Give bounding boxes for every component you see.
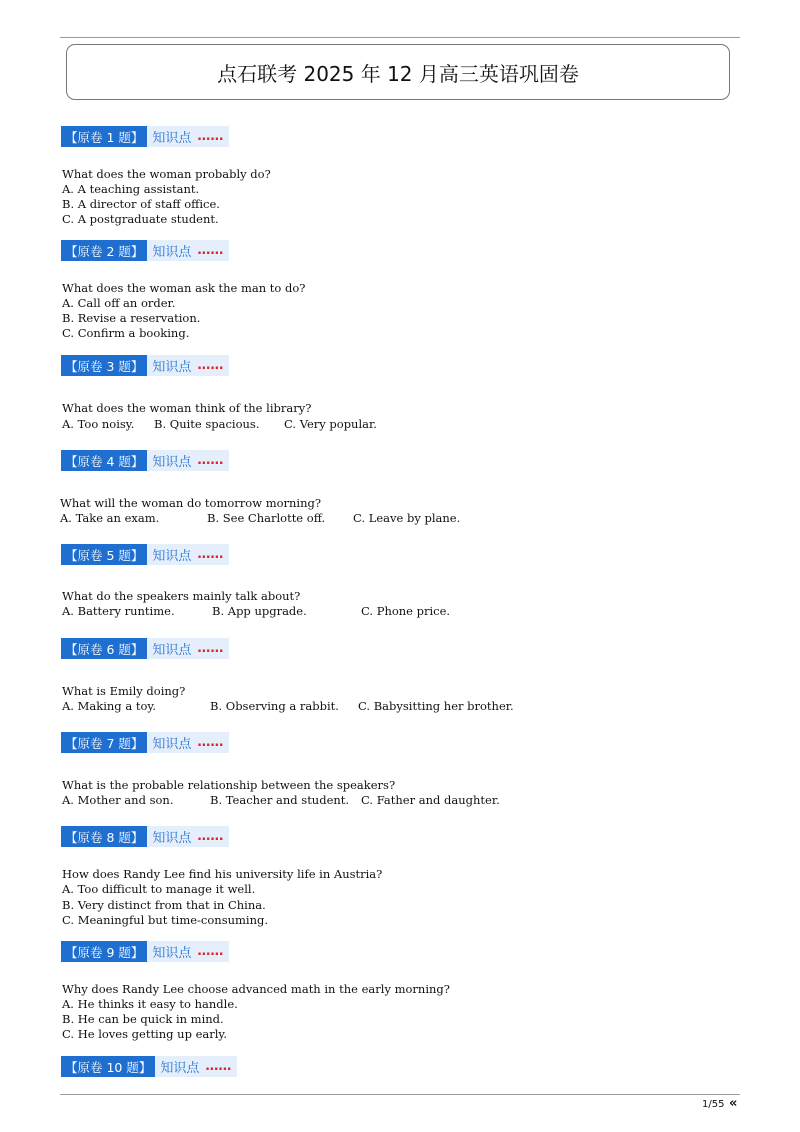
option-b: B. See Charlotte off. bbox=[207, 511, 326, 525]
question-6-header bbox=[61, 638, 229, 659]
question-tag: 【原卷 3 题】 bbox=[61, 355, 147, 376]
question-tag: 【原卷 2 题】 bbox=[61, 240, 147, 261]
option-b: B. Quite spacious. bbox=[154, 417, 260, 431]
knowledge-point-label: 知识点 bbox=[152, 737, 192, 752]
knowledge-point-link[interactable] bbox=[147, 450, 229, 471]
option-a: A. Mother and son. bbox=[62, 793, 174, 807]
option-c: C. He loves getting up early. bbox=[62, 1027, 228, 1041]
knowledge-point-ellipsis: …… bbox=[197, 944, 224, 959]
knowledge-point-link[interactable] bbox=[147, 126, 229, 147]
knowledge-point-link[interactable] bbox=[147, 826, 229, 847]
question-stem: Why does Randy Lee choose advanced math in the early morning? bbox=[62, 982, 450, 996]
question-3-header bbox=[61, 355, 229, 376]
question-stem: What does the woman probably do? bbox=[62, 167, 271, 181]
knowledge-point-ellipsis: …… bbox=[205, 1059, 232, 1074]
option-a: A. Battery runtime. bbox=[62, 604, 175, 618]
question-stem: What does the woman ask the man to do? bbox=[62, 281, 306, 295]
knowledge-point-link[interactable] bbox=[147, 240, 229, 261]
option-a: A. Take an exam. bbox=[60, 511, 160, 525]
bottom-divider bbox=[60, 1094, 740, 1095]
option-a: A. Too noisy. bbox=[62, 417, 135, 431]
option-b: B. Observing a rabbit. bbox=[210, 699, 339, 713]
option-b: B. Revise a reservation. bbox=[62, 311, 201, 325]
option-c: C. Babysitting her brother. bbox=[358, 699, 514, 713]
option-c: C. A postgraduate student. bbox=[62, 212, 219, 226]
title-box bbox=[66, 44, 730, 100]
question-4-header bbox=[61, 450, 229, 471]
question-tag: 【原卷 7 题】 bbox=[61, 732, 147, 753]
knowledge-point-ellipsis: …… bbox=[197, 547, 224, 562]
option-c: C. Father and daughter. bbox=[361, 793, 500, 807]
knowledge-point-label: 知识点 bbox=[160, 1061, 200, 1076]
option-c: C. Meaningful but time-consuming. bbox=[62, 913, 269, 927]
page-number: 1/55 bbox=[702, 1099, 725, 1110]
question-tag: 【原卷 4 题】 bbox=[61, 450, 147, 471]
question-tag: 【原卷 9 题】 bbox=[61, 941, 147, 962]
knowledge-point-ellipsis: …… bbox=[197, 829, 224, 844]
knowledge-point-ellipsis: …… bbox=[197, 735, 224, 750]
option-b: B. App upgrade. bbox=[212, 604, 307, 618]
knowledge-point-ellipsis: …… bbox=[197, 453, 224, 468]
question-1-header bbox=[61, 126, 229, 147]
knowledge-point-ellipsis: …… bbox=[197, 243, 224, 258]
question-stem: What is Emily doing? bbox=[62, 684, 186, 698]
option-b: B. He can be quick in mind. bbox=[62, 1012, 224, 1026]
knowledge-point-link[interactable] bbox=[155, 1056, 237, 1077]
knowledge-point-ellipsis: …… bbox=[197, 358, 224, 373]
option-b: B. Teacher and student. bbox=[210, 793, 350, 807]
question-5-header bbox=[61, 544, 229, 565]
option-c: C. Phone price. bbox=[361, 604, 451, 618]
option-c: C. Leave by plane. bbox=[353, 511, 461, 525]
knowledge-point-label: 知识点 bbox=[152, 549, 192, 564]
question-tag: 【原卷 10 题】 bbox=[61, 1056, 155, 1077]
double-chevron-left-icon[interactable]: « bbox=[729, 1096, 738, 1111]
knowledge-point-link[interactable] bbox=[147, 638, 229, 659]
option-a: A. A teaching assistant. bbox=[62, 182, 200, 196]
knowledge-point-link[interactable] bbox=[147, 941, 229, 962]
knowledge-point-ellipsis: …… bbox=[197, 129, 224, 144]
question-8-header bbox=[61, 826, 229, 847]
question-stem: What will the woman do tomorrow morning? bbox=[60, 496, 322, 510]
knowledge-point-label: 知识点 bbox=[152, 131, 192, 146]
knowledge-point-link[interactable] bbox=[147, 544, 229, 565]
question-tag: 【原卷 5 题】 bbox=[61, 544, 147, 565]
knowledge-point-ellipsis: …… bbox=[197, 641, 224, 656]
knowledge-point-link[interactable] bbox=[147, 732, 229, 753]
knowledge-point-label: 知识点 bbox=[152, 946, 192, 961]
option-a: A. Too difficult to manage it well. bbox=[62, 882, 256, 896]
question-7-header bbox=[61, 732, 229, 753]
option-a: A. Making a toy. bbox=[62, 699, 156, 713]
option-b: B. A director of staff office. bbox=[62, 197, 220, 211]
question-2-header bbox=[61, 240, 229, 261]
question-stem: What does the woman think of the library? bbox=[62, 401, 312, 415]
question-tag: 【原卷 8 题】 bbox=[61, 826, 147, 847]
option-a: A. Call off an order. bbox=[62, 296, 176, 310]
question-9-header bbox=[61, 941, 229, 962]
top-divider bbox=[60, 37, 740, 38]
knowledge-point-link[interactable] bbox=[147, 355, 229, 376]
knowledge-point-label: 知识点 bbox=[152, 360, 192, 375]
page-title: 点石联考 2025 年 12 月高三英语巩固卷 bbox=[217, 61, 579, 86]
knowledge-point-label: 知识点 bbox=[152, 643, 192, 658]
knowledge-point-label: 知识点 bbox=[152, 455, 192, 470]
question-stem: What do the speakers mainly talk about? bbox=[62, 589, 301, 603]
option-c: C. Confirm a booking. bbox=[62, 326, 190, 340]
option-b: B. Very distinct from that in China. bbox=[62, 898, 266, 912]
question-tag: 【原卷 6 题】 bbox=[61, 638, 147, 659]
question-tag: 【原卷 1 题】 bbox=[61, 126, 147, 147]
question-stem: What is the probable relationship between the speakers? bbox=[62, 778, 396, 792]
question-stem: How does Randy Lee find his university life in Austria? bbox=[62, 867, 383, 881]
option-a: A. He thinks it easy to handle. bbox=[62, 997, 238, 1011]
knowledge-point-label: 知识点 bbox=[152, 245, 192, 260]
question-10-header bbox=[61, 1056, 237, 1077]
knowledge-point-label: 知识点 bbox=[152, 831, 192, 846]
option-c: C. Very popular. bbox=[284, 417, 377, 431]
